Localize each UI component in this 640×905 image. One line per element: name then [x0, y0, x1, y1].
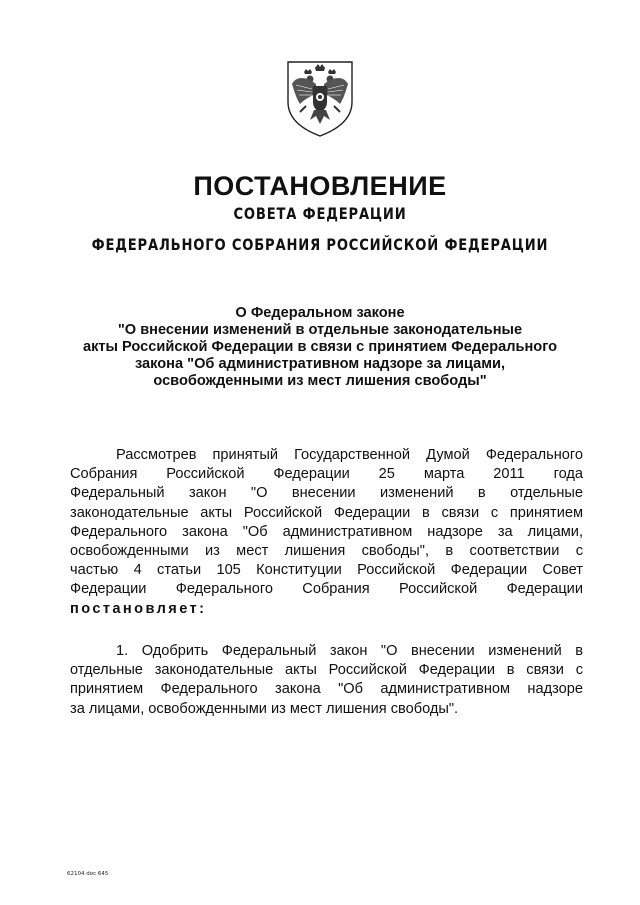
issuer-line-2: ФЕДЕРАЛЬНОГО СОБРАНИЯ РОССИЙСКОЙ ФЕДЕРАЦИИ [91, 235, 549, 254]
subject-heading-line: О Федеральном законе [235, 305, 405, 321]
decree-word: постановляет: [70, 600, 207, 617]
issuer-line-1: СОВЕТА ФЕДЕРАЦИИ [233, 204, 407, 223]
paragraph-line: отдельные законодательные акты Российской Федерации в связи с [70, 662, 583, 679]
paragraph-line: принятием Федерального закона "Об административном надзоре [70, 681, 583, 698]
preamble-paragraph [70, 446, 583, 619]
document-code: 62104 doc 645 [67, 871, 109, 877]
paragraph-line: Федерального закона "Об административном надзоре за лицами, [70, 523, 583, 540]
paragraph-line: Рассмотрев принятый Государственной Думой Федерального [116, 447, 583, 463]
paragraph-line: 1. Одобрить Федеральный закон "О внесении изменений в [116, 643, 583, 659]
coat-of-arms-icon [282, 58, 358, 138]
subject-heading-line: акты Российской Федерации в связи с принятием Федерального [82, 339, 558, 355]
paragraph-line: Федерации Федерального Собрания Российской Федерации [70, 581, 583, 598]
resolution-item-1 [70, 642, 583, 719]
subject-heading-line: закона "Об административном надзоре за лицами, [134, 356, 506, 372]
paragraph-line: освобожденными из мест лишения свободы", в соответствии с [70, 543, 583, 560]
paragraph-line: частью 4 статьи 105 Конституции Российской Федерации Совет [70, 562, 583, 579]
subject-heading-line: освобожденными из мест лишения свободы" [153, 373, 487, 389]
paragraph-line: Федеральный закон "О внесении изменений в отдельные [70, 485, 583, 502]
subject-heading-line: "О внесении изменений в отдельные законодательные [117, 322, 523, 338]
paragraph-line: за лицами, освобожденными из мест лишения свободы". [70, 700, 459, 717]
document-title: ПОСТАНОВЛЕНИЕ [193, 171, 447, 201]
subject-heading [40, 305, 600, 390]
paragraph-line: Собрания Российской Федерации 25 марта 2011 года [70, 466, 583, 483]
paragraph-line: законодательные акты Российской Федерации в связи с принятием [70, 504, 583, 521]
